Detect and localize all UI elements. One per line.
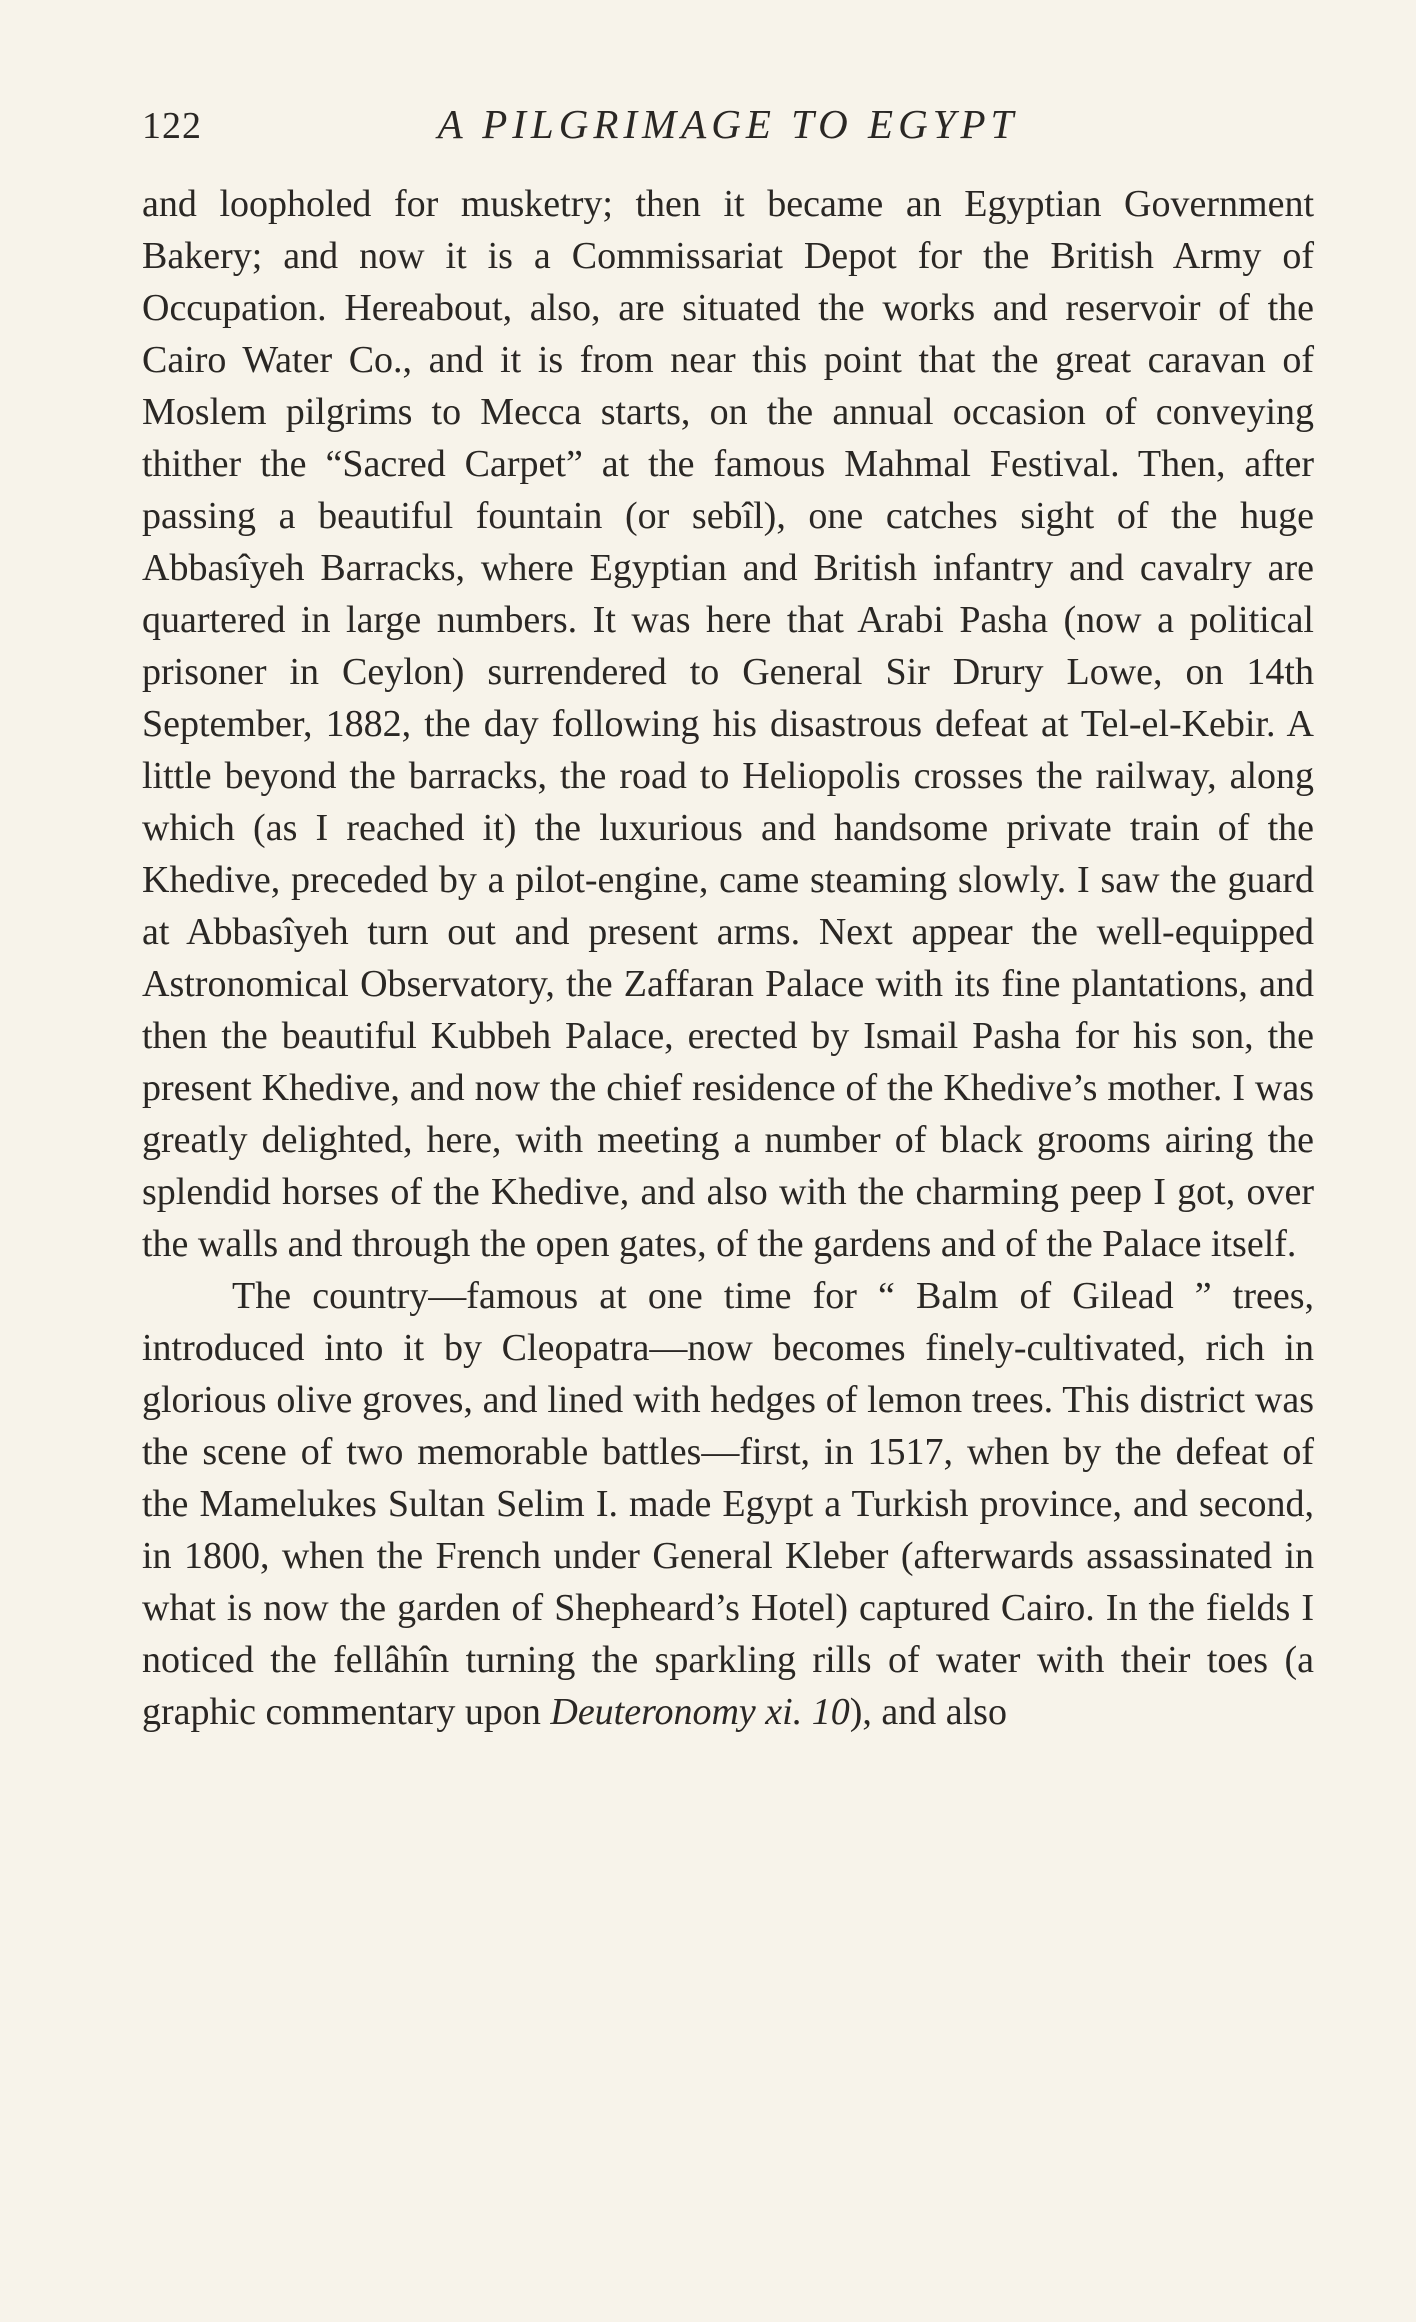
page-number: 122 <box>142 105 202 147</box>
body-paragraph-2-text: The country—famous at one time for “ Balm of Gilead ” trees, introduced into it by Cleopatra—now becomes finely-cultivated, rich in glorious olive groves, and lined with hedges of lemon trees. This district was the scene of two memorable battles—first, in 1517, when by the defeat of the Mamelukes Sultan Selim I. made Egypt a Turkish province, and second, in 1800, when the French under General Kleber (afterwards assassinated in what is now the garden of Shepheard’s Hotel) captured Cairo. In the fields I noticed the fellâhîn turning the sparkling rills of water with their toes (a graphic commentary upon <box>142 1275 1314 1733</box>
running-head <box>142 96 1314 160</box>
running-title: A PILGRIMAGE TO EGYPT <box>437 101 1019 147</box>
body-paragraph-2 <box>142 1270 1314 1738</box>
body-paragraph-2-ending: ), and also <box>849 1691 1007 1733</box>
page-body <box>142 178 1314 1738</box>
scripture-reference: Deuteronomy xi. 10 <box>550 1691 850 1733</box>
body-paragraph-1: and loopholed for musketry; then it became an Egyptian Government Bakery; and now it is a Commissariat Depot for the British Army of Occupation. Hereabout, also, are situated the works and reservoir of the Cairo Water Co., and it is from near this point that the great caravan of Moslem pilgrims to Mecca starts, on the annual occasion of conveying thither the “Sacred Carpet” at the famous Mahmal Festival. Then, after passing a beautiful fountain (or sebîl), one catches sight of the huge Abbasîyeh Barracks, where Egyptian and British infantry and cavalry are quartered in large numbers. It was here that Arabi Pasha (now a political prisoner in Ceylon) surrendered to General Sir Drury Lowe, on 14th September, 1882, the day following his disastrous defeat at Tel-el-Kebir. A little beyond the barracks, the road to Heliopolis crosses the railway, along which (as I reached it) the luxurious and handsome private train of the Khedive, preceded by a pilot-engine, came steaming slowly. I saw the guard at Abbasîyeh turn out and present arms. Next appear the well-equipped Astronomical Observatory, the Zaffaran Palace with its fine plantations, and then the beautiful Kubbeh Palace, erected by Ismail Pasha for his son, the present Khedive, and now the chief residence of the Khedive’s mother. I was greatly delighted, here, with meeting a number of black grooms airing the splendid horses of the Khedive, and also with the charming peep I got, over the walls and through the open gates, of the gardens and of the Palace itself. <box>142 183 1314 1265</box>
